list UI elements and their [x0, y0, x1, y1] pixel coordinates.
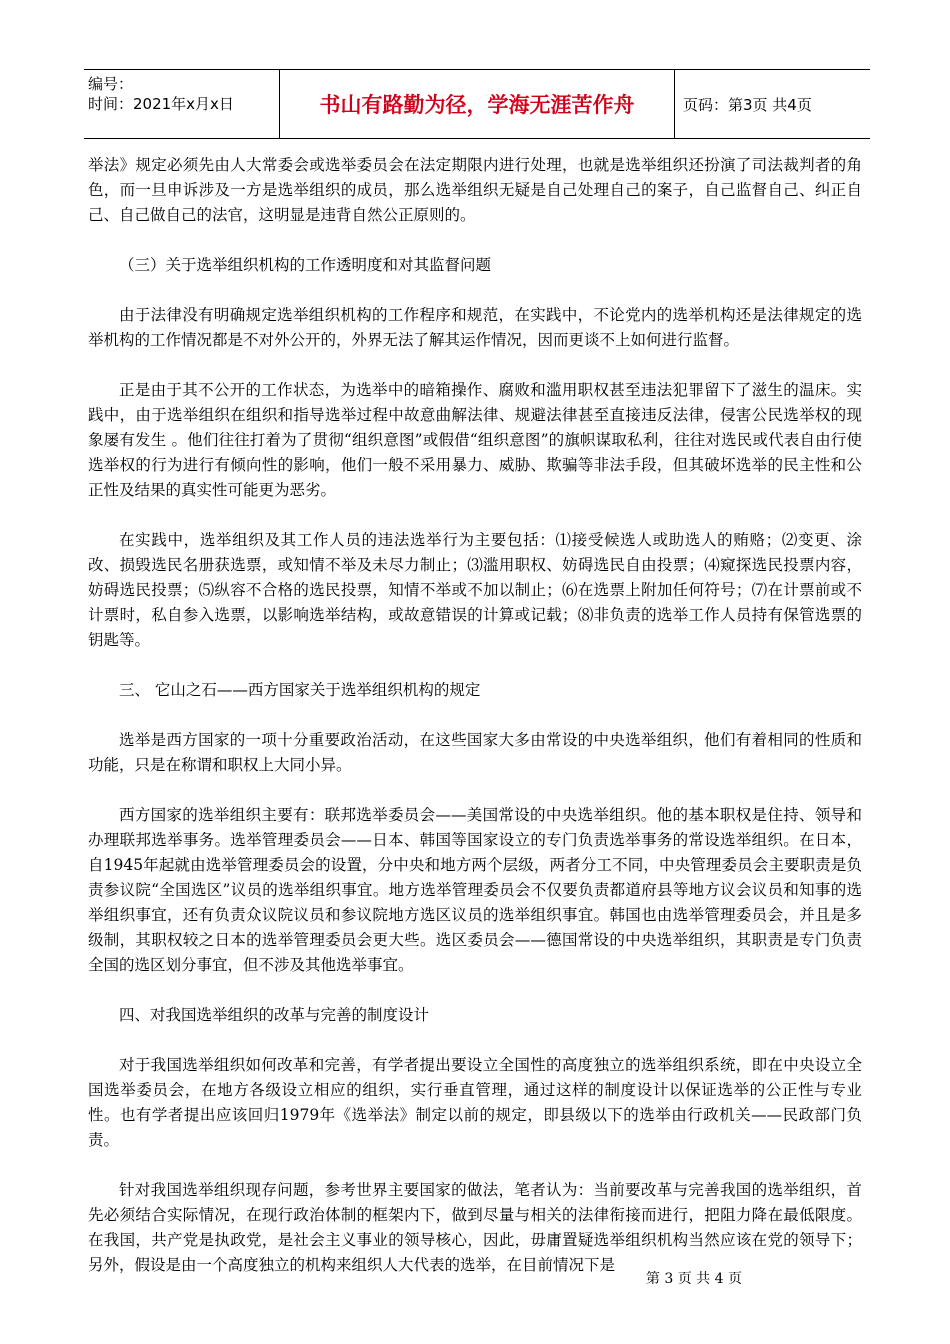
section-heading: （三）关于选举组织机构的工作透明度和对其监督问题 [119, 256, 492, 274]
paragraph: 举法》规定必须先由人大常委会或选举委员会在法定期限内进行处理，也就是选举组织还扮演了司法裁判者的角色，而一旦申诉涉及一方是选举组织的成员，那么选举组织无疑是自己处理自己的案子，自己监督自己、纠正自己、自己做自己的法官，这明显是违背自然公正原则的。 [88, 156, 862, 224]
document-time-label: 时间：2021年x月x日 [88, 95, 234, 113]
paragraph: 对于我国选举组织如何改革和完善，有学者提出要设立全国性的高度独立的选举组织系统，即在中央设立全国选举委员会，在地方各级设立相应的组织，实行垂直管理，通过这样的制度设计以保证选举的公正性与专业性。也有学者提出应该回归1979年《选举法》制定以前的规定，即县级以下的选举由行政机关——民政部门负责。 [88, 1056, 862, 1149]
paragraph: 正是由于其不公开的工作状态，为选举中的暗箱操作、腐败和滥用职权甚至违法犯罪留下了滋生的温床。实践中，由于选举组织在组织和指导选举过程中故意曲解法律、规避法律甚至直接违反法律，侵害公民选举权的现象屡有发生 。他们往往打着为了贯彻“组织意图”或假借“组织意图”的旗帜谋取私利，往往对选民或代表自由行使选举权的行为进行有倾向性的影响，他们一般不采用暴力、威胁、欺骗等非法手段，但其破坏选举的民主性和公正性及结果的真实性可能更为恶劣。 [88, 381, 862, 499]
document-number-label: 编号： [88, 75, 134, 93]
page-footer: 第 3 页 共 4 页 [645, 1271, 742, 1287]
section-heading: 三、 它山之石——西方国家关于选举组织机构的规定 [119, 681, 481, 699]
paragraph: 由于法律没有明确规定选举组织机构的工作程序和规范，在实践中，不论党内的选举机构还是法律规定的选举机构的工作情况都是不对外公开的，外界无法了解其运作情况，因而更谈不上如何进行监督。 [88, 306, 862, 349]
page-header [84, 69, 870, 139]
section-heading: 四、对我国选举组织的改革与完善的制度设计 [119, 1006, 430, 1024]
header-motto: 书山有路勤为径，学海无涯苦作舟 [280, 70, 675, 138]
paragraph: 在实践中，选举组织及其工作人员的违法选举行为主要包括：⑴接受候选人或助选人的贿赂；⑵变更、涂改、损毁选民名册获选票，或知情不举及未尽力制止；⑶滥用职权、妨碍选民自由投票；⑷窥探选民投票内容，妨碍选民投票；⑸纵容不合格的选民投票，知情不举或不加以制止；⑹在选票上附加任何符号；⑺在计票前或不计票时，私自参入选票，以影响选举结构，或故意错误的计算或记载；⑻非负责的选举工作人员持有保管选票的钥匙等。 [88, 531, 862, 649]
header-page-code: 页码：第3页 共4页 [683, 95, 812, 114]
header-left-cell [84, 70, 280, 138]
paragraph: 针对我国选举组织现存问题，参考世界主要国家的做法，笔者认为：当前要改革与完善我国的选举组织，首先必须结合实际情况，在现行政治体制的框架内下，做到尽量与相关的法律衔接而进行，把阻力降在最低限度。在我国，共产党是执政党，是社会主义事业的领导核心，因此，毋庸置疑选举组织机构当然应该在党的领导下；另外，假设是由一个高度独立的机构来组织人大代表的选举，在目前情况下是 [88, 1181, 862, 1274]
paragraph: 选举是西方国家的一项十分重要政治活动，在这些国家大多由常设的中央选举组织，他们有着相同的性质和功能，只是在称谓和职权上大同小异。 [88, 731, 862, 774]
document-body [88, 153, 862, 1303]
paragraph: 西方国家的选举组织主要有：联邦选举委员会——美国常设的中央选举组织。他的基本职权是住持、领导和办理联邦选举事务。选举管理委员会——日本、韩国等国家设立的专门负责选举事务的常设选举组织。在日本，自1945年起就由选举管理委员会的设置，分中央和地方两个层级，两者分工不同，中央管理委员会主要职责是负责参议院“全国选区”议员的选举组织事宜。地方选举管理委员会不仅要负责都道府县等地方议会议员和知事的选举组织事宜，还有负责众议院议员和参议院地方选区议员的选举组织事宜。韩国也由选举管理委员会，并且是多级制，其职权较之日本的选举管理委员会更大些。选区委员会——德国常设的中央选举组织，其职责是专门负责全国的选区划分事宜，但不涉及其他选举事宜。 [88, 806, 862, 974]
